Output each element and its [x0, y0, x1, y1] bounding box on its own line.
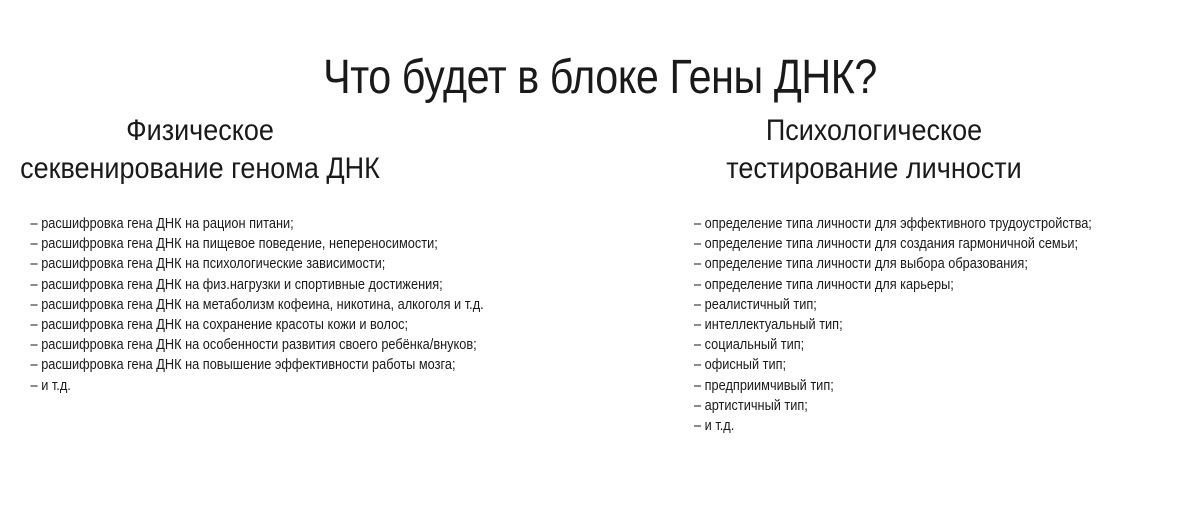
list-item: – артистичный тип; — [694, 397, 808, 414]
page-title: Что будет в блоке Гены ДНК? — [323, 51, 877, 105]
list-item: – расшифровка гена ДНК на метаболизм кофеина, никотина, алкоголя и т.д. — [30, 296, 484, 313]
personality-testing-column — [694, 112, 1194, 436]
list-item: – социальный тип; — [694, 337, 805, 354]
list-item: – расшифровка гена ДНК на пищевое поведение, непереносимости; — [30, 236, 438, 253]
list-item: – определение типа личности для выбора образования; — [694, 256, 1028, 273]
personality-testing-heading — [694, 112, 1054, 188]
list-item: – предприимчивый тип; — [694, 377, 834, 394]
dna-sequencing-column — [20, 112, 580, 396]
list-item: – определение типа личности для эффективного трудоустройства; — [694, 216, 1092, 232]
list-item: – офисный тип; — [694, 357, 787, 374]
list-item: – определение типа личности для создания гармоничной семьи; — [694, 236, 1079, 253]
heading-line: Психологическое — [765, 114, 983, 147]
list-item: – расшифровка гена ДНК на повышение эффективности работы мозга; — [30, 357, 456, 374]
list-item: – расшифровка гена ДНК на физ.нагрузки и спортивные достижения; — [30, 276, 443, 293]
dna-sequencing-list — [20, 214, 513, 396]
heading-line: секвенирование генома ДНК — [20, 152, 380, 185]
heading-line: Физическое — [126, 114, 274, 147]
list-item: – расшифровка гена ДНК на рацион питани; — [30, 216, 294, 232]
dna-sequencing-heading — [20, 112, 380, 188]
list-item: – расшифровка гена ДНК на особенности развития своего ребёнка/внуков; — [30, 337, 477, 354]
list-item: – и т.д. — [694, 418, 735, 435]
list-item: – реалистичный тип; — [694, 296, 817, 313]
list-item: – и т.д. — [30, 377, 71, 394]
personality-testing-list — [694, 214, 1134, 436]
heading-line: тестирование личности — [726, 152, 1022, 185]
list-item: – определение типа личности для карьеры; — [694, 276, 954, 293]
list-item: – интеллектуальный тип; — [694, 317, 843, 334]
list-item: – расшифровка гена ДНК на психологические зависимости; — [30, 256, 386, 273]
list-item: – расшифровка гена ДНК на сохранение красоты кожи и волос; — [30, 317, 409, 334]
